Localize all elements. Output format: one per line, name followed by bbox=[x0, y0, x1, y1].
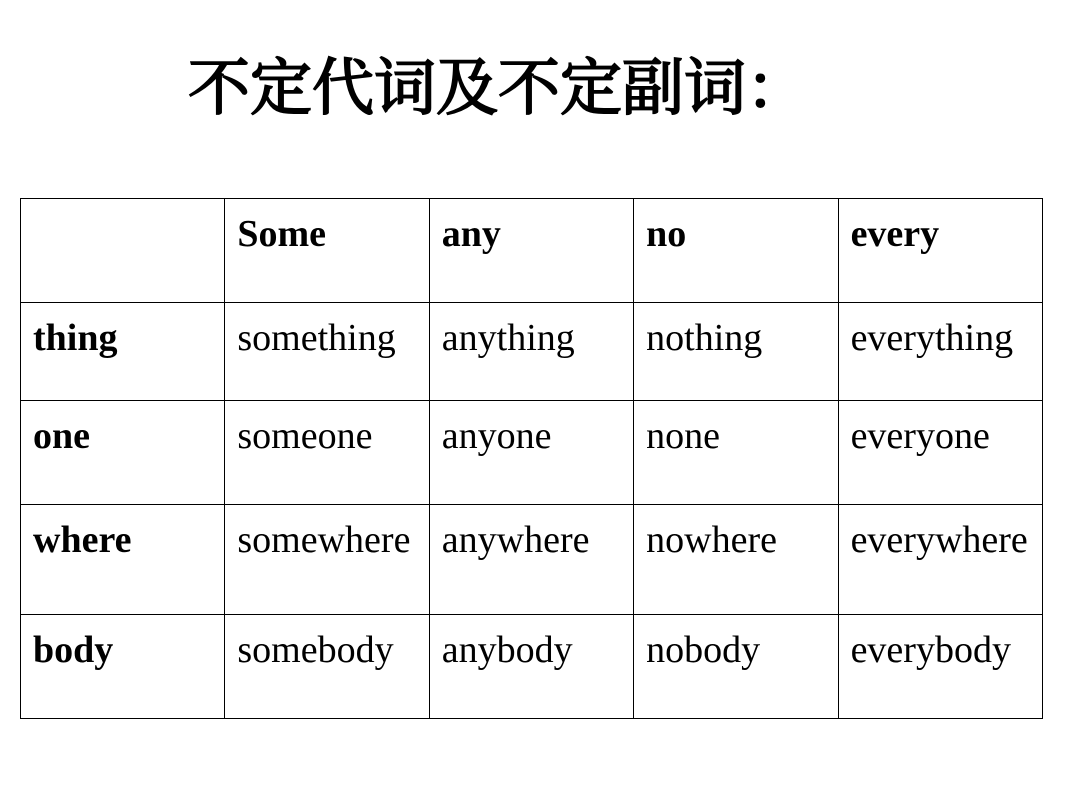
table-cell: everything bbox=[838, 303, 1042, 401]
header-cell-empty bbox=[21, 199, 225, 303]
row-label: body bbox=[21, 615, 225, 719]
table-cell: everyone bbox=[838, 401, 1042, 505]
table-cell: somewhere bbox=[225, 505, 429, 615]
table-cell: everywhere bbox=[838, 505, 1042, 615]
table-cell: nothing bbox=[634, 303, 838, 401]
header-cell-some: Some bbox=[225, 199, 429, 303]
table-row bbox=[21, 303, 1043, 401]
table-cell: anything bbox=[429, 303, 633, 401]
row-label: where bbox=[21, 505, 225, 615]
table-cell: anyone bbox=[429, 401, 633, 505]
indefinite-words-table bbox=[20, 198, 1043, 719]
table-cell: nowhere bbox=[634, 505, 838, 615]
table-cell: everybody bbox=[838, 615, 1042, 719]
header-cell-no: no bbox=[634, 199, 838, 303]
table-cell: something bbox=[225, 303, 429, 401]
table-row bbox=[21, 505, 1043, 615]
table-row bbox=[21, 401, 1043, 505]
table-cell: nobody bbox=[634, 615, 838, 719]
header-cell-every: every bbox=[838, 199, 1042, 303]
table-cell: someone bbox=[225, 401, 429, 505]
table-cell: somebody bbox=[225, 615, 429, 719]
row-label: thing bbox=[21, 303, 225, 401]
header-cell-any: any bbox=[429, 199, 633, 303]
table-cell: none bbox=[634, 401, 838, 505]
table-cell: anybody bbox=[429, 615, 633, 719]
table-row bbox=[21, 615, 1043, 719]
row-label: one bbox=[21, 401, 225, 505]
table-header-row bbox=[21, 199, 1043, 303]
slide-title: 不定代词及不定副词： bbox=[188, 51, 809, 124]
table-cell: anywhere bbox=[429, 505, 633, 615]
